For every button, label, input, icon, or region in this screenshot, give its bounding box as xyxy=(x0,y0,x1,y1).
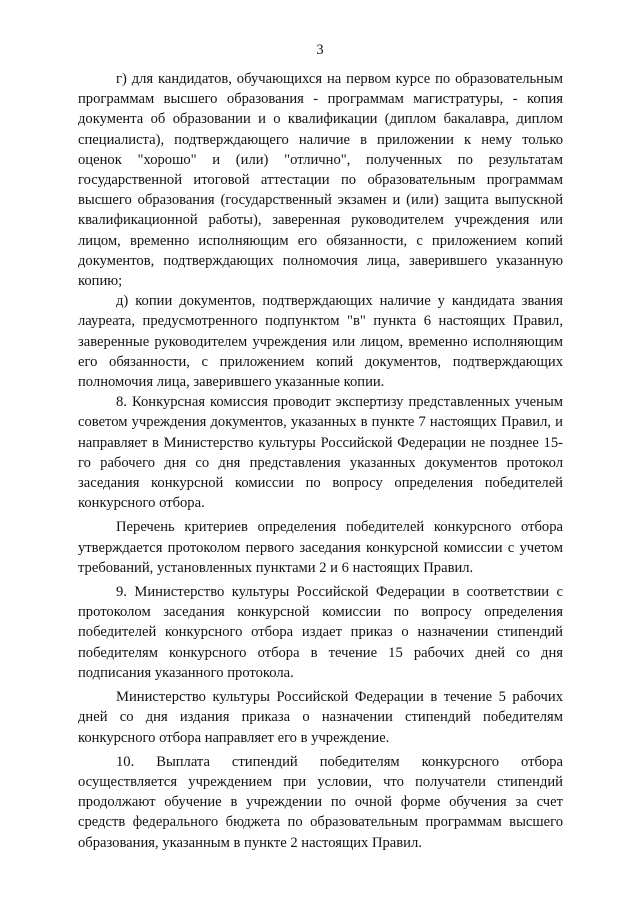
paragraph-clause-8: 8. Конкурсная комиссия проводит экспертизу представленных ученым советом учреждения документов, указанных в пункте 7 настоящих Правил, и направляет в Министерство культуры Российской Федерации не позднее 15-го рабочего дня со дня представления указанных документов протокол заседания конкурсной комиссии по вопросу определения победителей конкурсного отбора. xyxy=(78,394,563,512)
paragraph-clause-10: 10. Выплата стипендий победителям конкурсного отбора осуществляется учреждением при условии, что получатели стипендий продолжают обучение в учреждении по очной форме обучения за счет средств федерального бюджета по образовательным программам высшего образования, указанным в пункте 2 настоящих Правил. xyxy=(78,753,563,851)
document-body xyxy=(78,69,563,853)
paragraph-clause-9: 9. Министерство культуры Российской Федерации в соответствии с протоколом заседания конкурсной комиссии по вопросу определения победителей конкурсного отбора издает приказ о назначении стипендий победителям конкурсного отбора в течение 15 рабочих дней со дня подписания указанного протокола. xyxy=(78,584,563,681)
page-number: 3 xyxy=(316,42,324,58)
paragraph-item-g: г) для кандидатов, обучающихся на первом курсе по образовательным программам высшего образования - программам магистратуры, - копия документа об образовании и о квалификации (диплом бакалавра, диплом специалиста), подтверждающего наличие в приложении к нему только оценок "хорошо" и (или) "отлично", полученных по результатам государственной итоговой аттестации по образовательным программам высшего образования (государственный экзамен и (или) защита выпускной квалификационной работы), заверенная руководителем учреждения или лицом, временно исполняющим его обязанности, с приложением копий документов, подтверждающих полномочия лица, заверившего указанную копию; xyxy=(78,71,563,290)
paragraph-criteria-list: Перечень критериев определения победителей конкурсного отбора утверждается протоколом первого заседания конкурсной комиссии с учетом требований, установленных пунктами 2 и 6 настоящих Правил. xyxy=(78,519,563,576)
paragraph-ministry-notice: Министерство культуры Российской Федерации в течение 5 рабочих дней со дня издания приказа о назначении стипендий победителям конкурсного отбора направляет его в учреждение. xyxy=(78,689,563,746)
paragraph-item-d: д) копии документов, подтверждающих наличие у кандидата звания лауреата, предусмотренного подпунктом "в" пункта 6 настоящих Правил, заверенные руководителем учреждения или лицом, временно исполняющим его обязанности, с приложением копий документов, подтверждающих полномочия лица, заверившего указанные копии. xyxy=(78,293,563,391)
